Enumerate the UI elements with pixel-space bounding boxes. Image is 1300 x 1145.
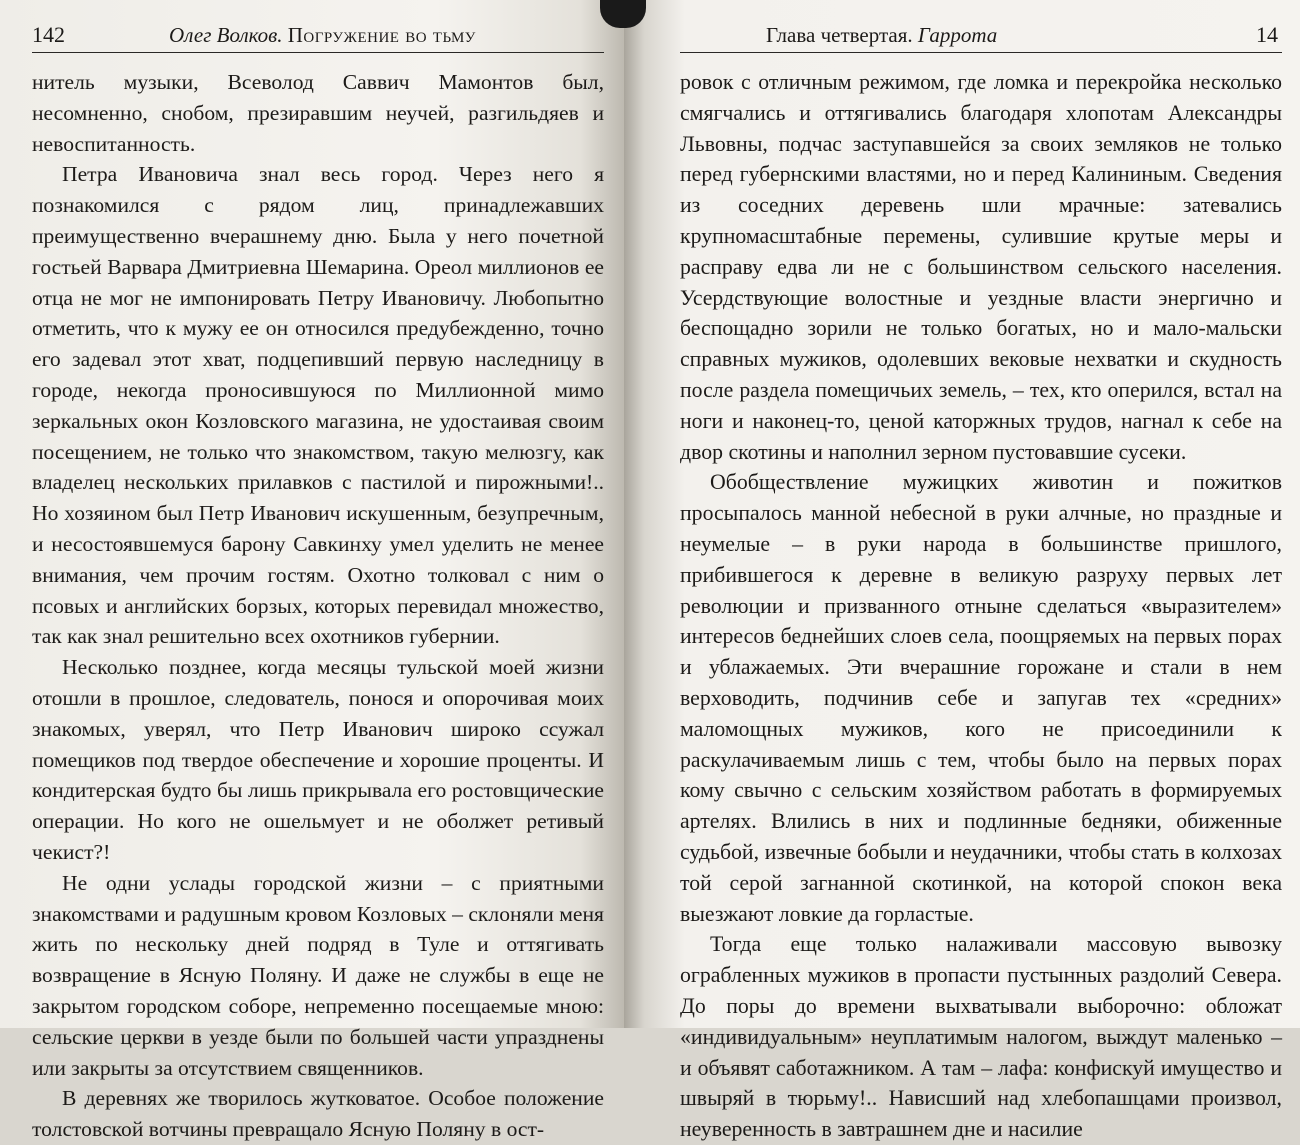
right-page [624,0,1300,1142]
right-page-number: 14 [1256,22,1278,47]
paragraph: Несколько позднее, когда месяцы тульской моей жизни отошли в прошлое, следователь, понося и опорочивая моих знакомых, уверял, что Петр Иванович широко ссужал помещиков под твердое обеспечение и хорошие проценты. И кондитерская будто бы лишь прикрывала его ростовщические операции. Но кого не ошельмует и не оболжет ретивый чекист?! [32,655,604,864]
header-book-title: Погружение во тьму [287,23,476,47]
paragraph: В деревнях же творилось жутковатое. Особое положение толстовской вотчины превращало Ясную Поляну в ост- [32,1086,604,1142]
header-chapter: Глава четвертая. [766,23,913,47]
right-body-text [680,67,1282,1145]
paragraph: нитель музыки, Всеволод Саввич Мамонтов был, несомненно, снобом, презиравшим неучей, разгильдяев и невоспитанность. [32,70,604,156]
left-body-text [32,67,604,1145]
paragraph: Обобществление мужицких животин и пожитков просыпалось манной небесной в руки алчные, но праздные и неумелые – в руки народа в большинстве пришлого, прибившегося к деревне в великую разруху первых лет революции и призванного отныне сделаться «выразителем» интересов беднейших слоев села, поощряемых на первых порах и ублажаемых. Эти вчерашние горожане и стали в нем верховодить, подчинив себе и запугав тех «средних» маломощных мужиков, кого не присоединили к раскулачиваемым лишь с тем, чтобы было на первых порах кому свычно с сельским хозяйством работать в формируемых артелях. Влились в них и подлинные бедняки, обиженные судьбой, извечные бобыли и неудачники, чтобы стать в колхозах той серой загнанной скотинкой, на которой спокон века выезжают ловкие да горластые. [680,470,1282,926]
header-author: Олег Волков. [169,23,283,47]
left-running-head [32,22,604,53]
paragraph: Петра Ивановича знал весь город. Через него я познакомился с рядом лиц, принадлежавших преимущественно вчерашнему дню. Была у него почетной гостьей Варвара Дмитриевна Шемарина. Ореол миллионов ее отца не мог не импонировать Петру Ивановичу. Любопытно отметить, что к мужу ее он относился предубежденно, точно его задевал этот хват, подцепивший первую наследницу в городе, некогда проносившуюся по Миллионной мимо зеркальных окон Козловского магазина, не удостаивая своим посещением, не только что знакомством, такую мелюзгу, как владелец нескольких прилавков с пастилой и пирожными!.. Но хозяином был Петр Иванович искушенным, безупречным, и несостоявшемуся барону Савкинху умел уделить не менее внимания, чем прочим гостям. Охотно толковал с ним о псовых и английских борзых, которых перевидал множество, так как знал решительно всех охотников губернии. [32,162,604,649]
right-running-head [680,22,1282,53]
header-chapter-title: Гаррота [917,23,998,47]
left-page [0,0,624,1142]
paragraph: Тогда еще только налаживали массовую вывозку ограбленных мужиков в пропасти пустынных раздолий Севера. До поры до времени выхватывали выборочно: обложат «индивидуальным» неуплатимым налогом, выждут маленько – и объявят саботажником. А там – лафа: конфискуй имущество и швыряй в тюрьму!.. Нависший над хлебопашцами произвол, неуверенность в завтрашнем дне и насилие [680,932,1282,1142]
right-running-title [766,23,1256,48]
left-page-number: 142 [32,22,65,47]
left-running-title [65,23,580,48]
paragraph: Не одни услады городской жизни – с приятными знакомствами и радушным кровом Козловых – склоняли меня жить по нескольку дней подряд в Туле и оттягивать возвращение в Ясную Поляну. И даже не службы в еще не закрытом городском соборе, непременно посещаемые мною: сельские церкви в уезде были по большей части упразднены или закрыты за отсутствием священников. [32,870,604,1080]
paragraph: ровок с отличным режимом, где ломка и перекройка несколько смягчались и оттягивались благодаря хлопотам Александры Львовны, подчас заступавшейся за своих земляков не только перед губернскими властями, но и перед Калининым. Сведения из соседних деревень шли мрачные: затевались крупномасштабные перемены, сулившие крутые меры и расправу едва ли не с большинством сельского населения. Усердствующие волостные и уездные власти энергично и беспощадно зорили не только богатых, но и мало-мальски справных мужиков, одолевших вековые нехватки и скудность после раздела помещичьих земель, – тех, кто оперился, встал на ноги и наконец-то, ценой каторжных трудов, нагнал к себе на двор скотины и наполнил зерном пустовавшие сусеки. [680,70,1282,464]
